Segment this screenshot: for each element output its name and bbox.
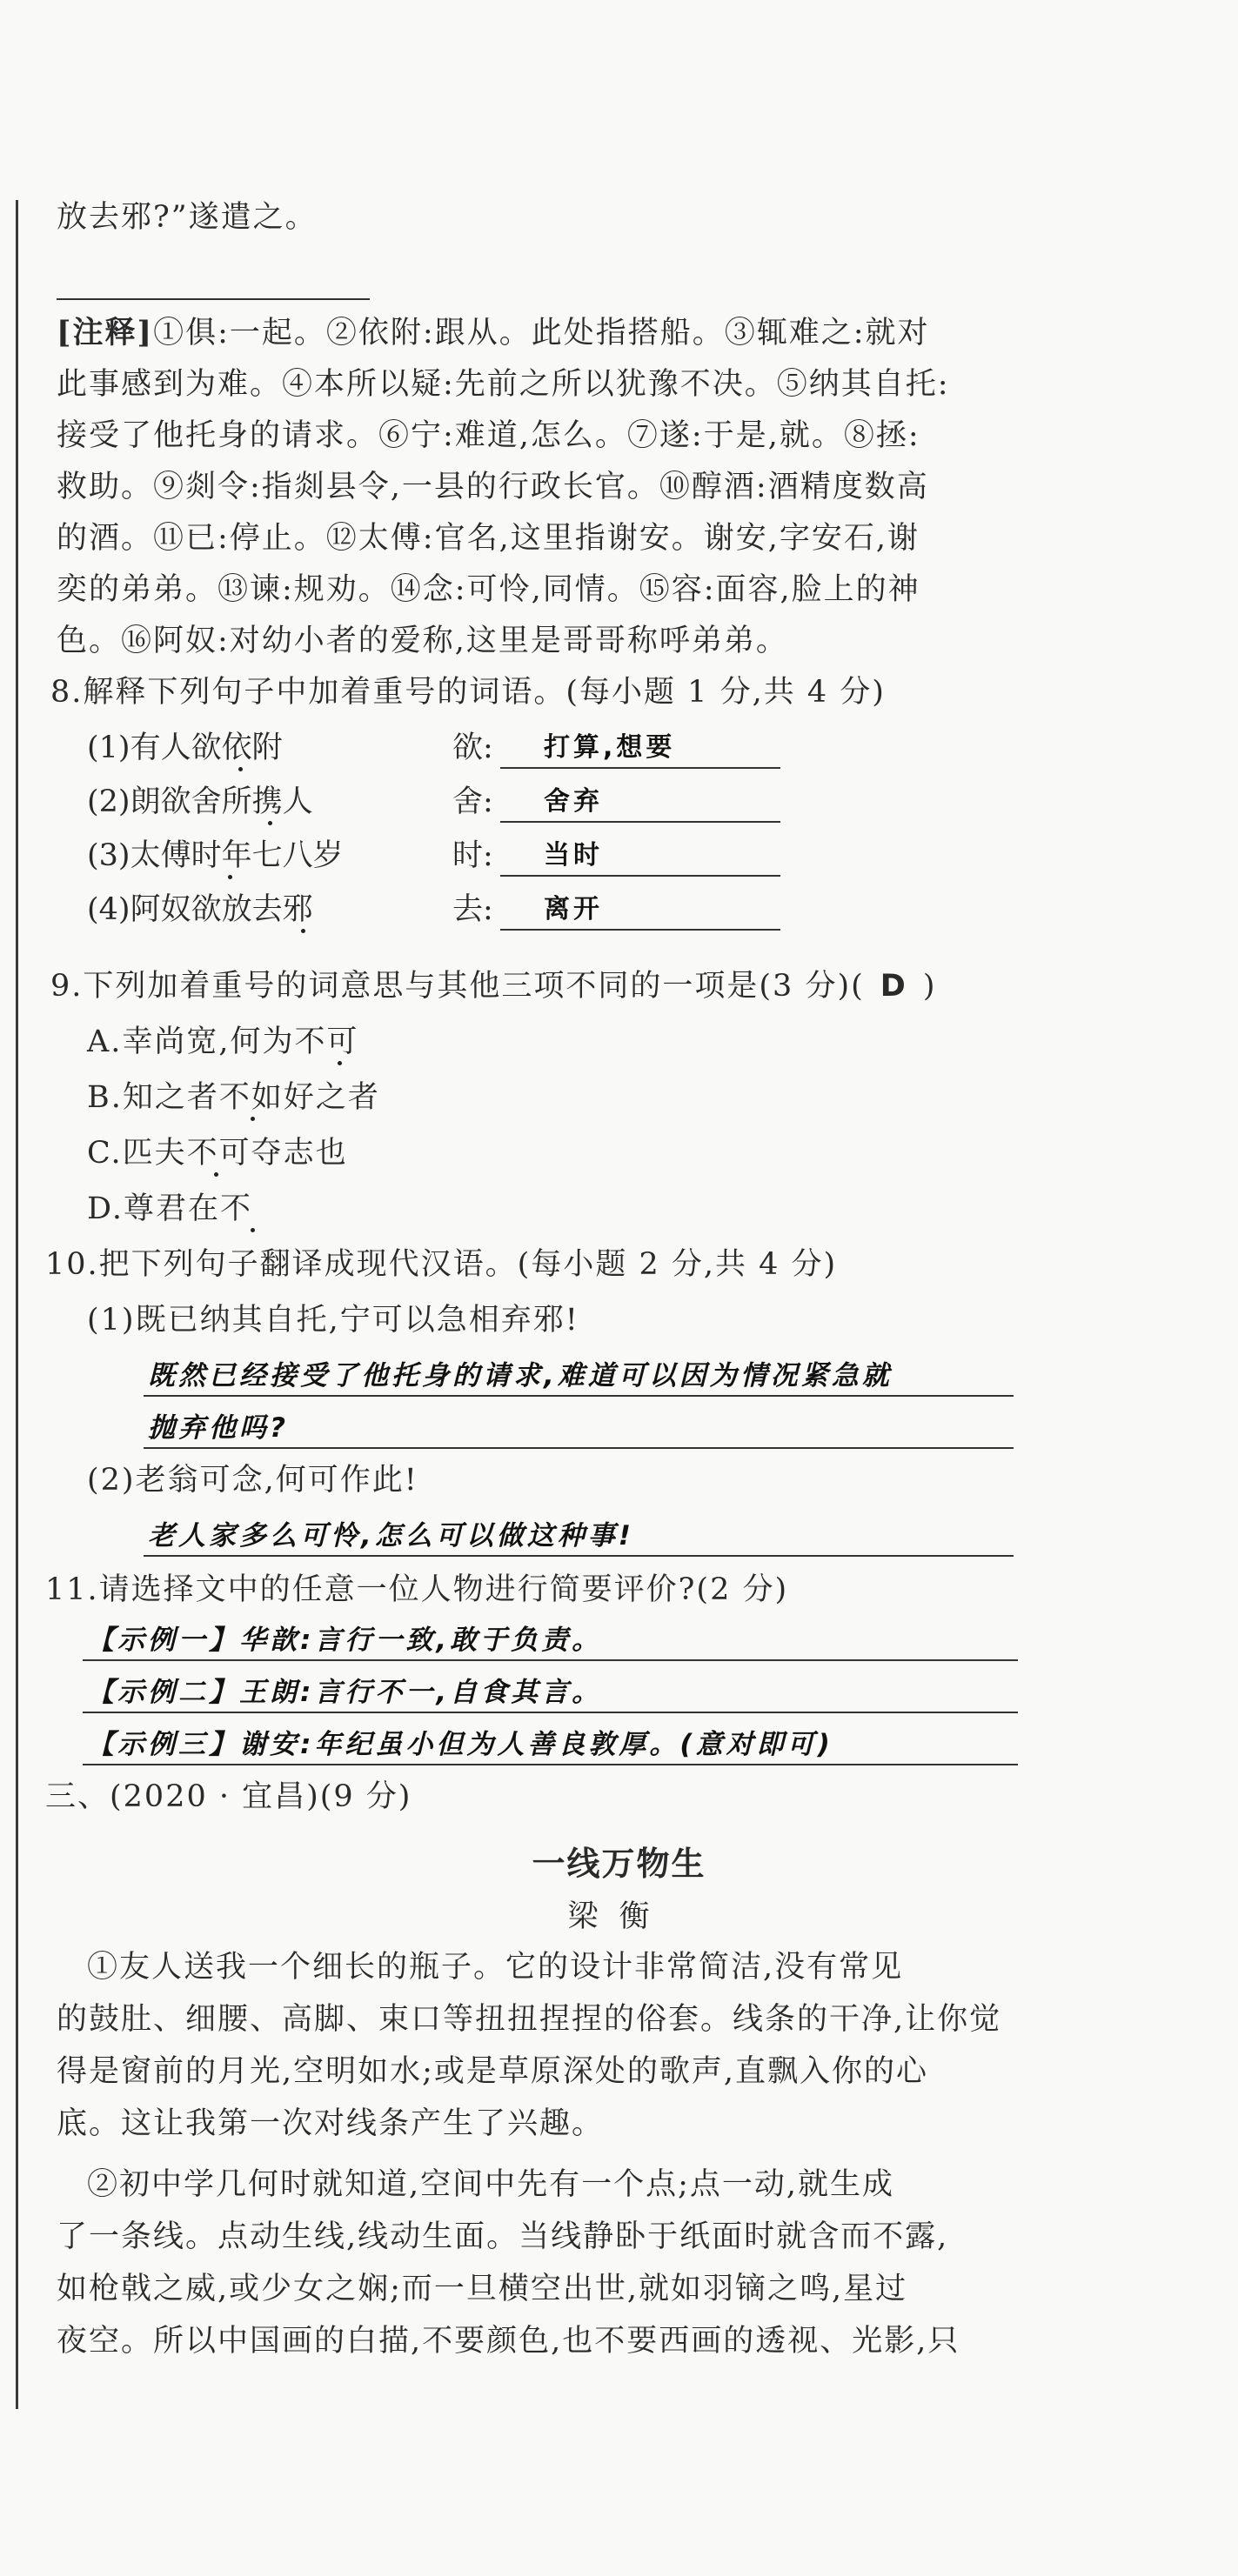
q8-item-1-word: 欲: (452, 731, 493, 765)
emphasis-dot (214, 1172, 218, 1177)
emphasis-dot (301, 929, 305, 933)
paragraph-1-line-4: 底。这让我第一次对线条产生了兴趣。 (57, 2106, 605, 2141)
q10-item-1-answer-line-1: 既然已经接受了他托身的请求,难道可以因为情况紧急就 (148, 1360, 893, 1391)
q11-answer-3: 【示例三】谢安:年纪虽小但为人善良敦厚。(意对即可) (87, 1729, 833, 1760)
emphasis-dot (251, 1117, 255, 1121)
answer-underline (144, 1555, 1014, 1557)
emphasis-dot (238, 767, 243, 771)
q10-item-2-sentence: (2)老翁可念,何可作此! (87, 1463, 418, 1498)
q8-item-4-word: 去: (452, 892, 493, 927)
q9-option-c: C.匹夫不可夺志也 (87, 1136, 348, 1171)
paragraph-2-line-4: 夜空。所以中国画的白描,不要颜色,也不要西画的透视、光影,只 (57, 2324, 960, 2359)
section-3-heading: 三、(2020 · 宜昌)(9 分) (45, 1779, 412, 1814)
q9-option-d: D.尊君在不 (87, 1191, 252, 1226)
notes-line-3: 接受了他托身的请求。⑥宁:难道,怎么。⑦遂:于是,就。⑧拯: (57, 418, 920, 453)
paragraph-2-line-2: 了一条线。点动生线,线动生面。当线静卧于纸面时就含而不露, (57, 2219, 949, 2254)
emphasis-dot (228, 875, 232, 879)
question-11-stem: 11.请选择文中的任意一位人物进行简要评价?(2 分) (45, 1572, 789, 1607)
emphasis-dot (268, 821, 272, 825)
q8-item-3-sentence: (3)太傅时年七八岁 (87, 838, 344, 873)
q8-item-4-sentence: (4)阿奴欲放去邪 (87, 892, 313, 927)
q8-item-2-sentence: (2)朗欲舍所携人 (87, 784, 313, 819)
paragraph-1-line-3: 得是窗前的月光,空明如水;或是草原深处的歌声,直飘入你的心 (57, 2054, 929, 2089)
q11-answer-2: 【示例二】王朗:言行不一,自食其言。 (87, 1677, 603, 1708)
q10-item-2-answer-line-1: 老人家多么可怜,怎么可以做这种事! (148, 1520, 634, 1552)
left-margin-rule (16, 200, 18, 2409)
previous-passage-last-line: 放去邪?”遂遣之。 (57, 200, 318, 235)
notes-label: [注释] (57, 315, 154, 350)
question-10-stem: 10.把下列句子翻译成现代汉语。(每小题 2 分,共 4 分) (45, 1247, 838, 1282)
question-9-stem: 9.下列加着重号的词意思与其他三项不同的一项是(3 分)( D ) (50, 969, 937, 1004)
notes-line-4: 救助。⑨剡令:指剡县令,一县的行政长官。⑩醇酒:酒精度数高 (57, 470, 929, 504)
answer-underline (83, 1764, 1018, 1765)
answer-underline (144, 1447, 1014, 1449)
q9-option-b: B.知之者不如好之者 (87, 1080, 380, 1115)
q8-item-1-answer: 打算,想要 (500, 729, 780, 769)
q9-option-a: A.幸尚宽,何为不可 (87, 1024, 359, 1059)
paragraph-2-line-1: ②初中学几何时就知道,空间中先有一个点;点一动,就生成 (87, 2167, 895, 2202)
answer-underline (83, 1659, 1018, 1661)
q8-item-3-word: 时: (452, 838, 493, 873)
q11-answer-1: 【示例一】华歆:言行一致,敢于负责。 (87, 1625, 603, 1656)
q8-item-2-word: 舍: (452, 784, 493, 819)
paragraph-1-line-1: ①友人送我一个细长的瓶子。它的设计非常简洁,没有常见 (87, 1950, 904, 1985)
answer-underline (144, 1395, 1014, 1397)
notes-line-5: 的酒。⑪已:停止。⑫太傅:官名,这里指谢安。谢安,字安石,谢 (57, 521, 920, 556)
paragraph-2-line-3: 如枪戟之威,或少女之娴;而一旦横空出世,就如羽镝之鸣,星过 (57, 2272, 908, 2306)
notes-line-7: 色。⑯阿奴:对幼小者的爱称,这里是哥哥称呼弟弟。 (57, 624, 788, 658)
q8-item-1-sentence: (1)有人欲依附 (87, 731, 283, 765)
q10-item-1-answer-line-2: 抛弃他吗? (148, 1412, 289, 1444)
notes-line-2: 此事感到为难。④本所以疑:先前之所以犹豫不决。⑤纳其自托: (57, 367, 950, 402)
emphasis-dot (251, 1228, 255, 1232)
notes-line-1: [注释]①俱:一起。②依附:跟从。此处指搭船。③辄难之:就对 (57, 315, 930, 350)
question-8-stem: 8.解释下列句子中加着重号的词语。(每小题 1 分,共 4 分) (50, 675, 886, 710)
paragraph-1-line-2: 的鼓肚、细腰、高脚、束口等扭扭捏捏的俗套。线条的干净,让你觉 (57, 2002, 1002, 2037)
passage-author: 梁衡 (567, 1899, 671, 1934)
q8-item-4-answer: 离开 (500, 891, 780, 931)
notes-line-6: 奕的弟弟。⑬谏:规劝。⑭念:可怜,同情。⑮容:面容,脸上的神 (57, 572, 920, 607)
passage-title: 一线万物生 (532, 1844, 706, 1883)
q10-item-1-sentence: (1)既已纳其自托,宁可以急相弃邪! (87, 1303, 579, 1338)
answer-underline (83, 1712, 1018, 1713)
notes-separator (57, 298, 370, 300)
q8-item-3-answer: 当时 (500, 837, 780, 877)
q9-answer: D (880, 969, 907, 1004)
q8-item-2-answer: 舍弃 (500, 783, 780, 823)
emphasis-dot (338, 1061, 342, 1065)
